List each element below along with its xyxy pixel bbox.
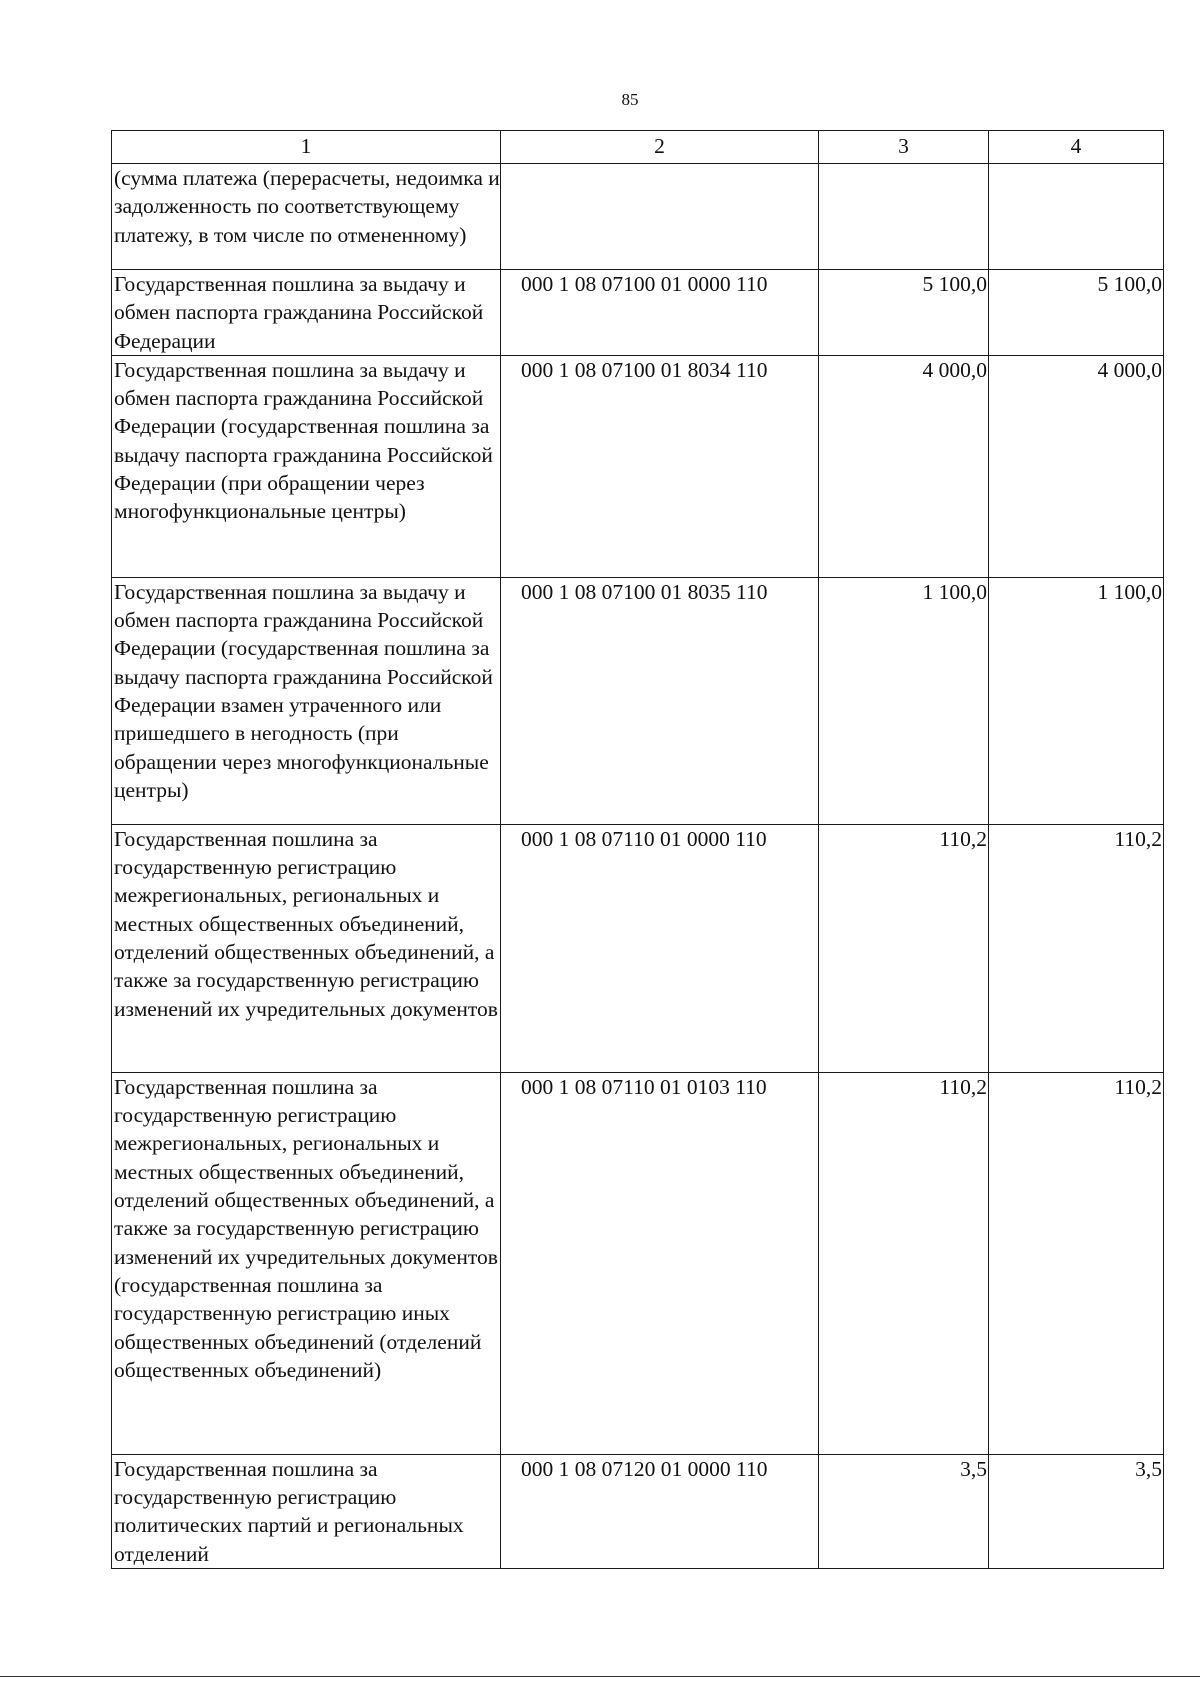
row-value-col4: 4 000,0 (989, 355, 1164, 577)
row-name: Государственная пошлина за государственную регистрацию межрегиональных, региональных и местных общественных объединений, отделений общественных объединений, а также за государственную регистрацию изменений их учредительных документов (государственная пошлина за государственную регистрацию иных общественных объединений (отделений общественных объединений) (112, 1072, 501, 1454)
header-col-2: 2 (501, 131, 819, 164)
row-value-col4: 110,2 (989, 824, 1164, 1072)
row-code (501, 164, 819, 270)
header-col-1: 1 (112, 131, 501, 164)
row-name: Государственная пошлина за выдачу и обмен паспорта гражданина Российской Федерации (государственная пошлина за выдачу паспорта гражданина Российской Федерации (при обращении через многофункциональные центры) (112, 355, 501, 577)
header-col-3: 3 (819, 131, 989, 164)
page-number: 85 (621, 90, 639, 109)
row-code: 000 1 08 07110 01 0000 110 (501, 824, 819, 1072)
row-name: (сумма платежа (перерасчеты, недоимка и задолженность по соответствующему платежу, в том числе по отмененному) (112, 164, 501, 270)
row-name: Государственная пошлина за выдачу и обмен паспорта гражданина Российской Федерации (112, 270, 501, 356)
row-value-col4 (989, 164, 1164, 270)
row-code: 000 1 08 07100 01 8034 110 (501, 355, 819, 577)
row-code: 000 1 08 07110 01 0103 110 (501, 1072, 819, 1454)
table-row (112, 270, 1164, 356)
row-value-col3: 3,5 (819, 1454, 989, 1568)
table-row (112, 355, 1164, 577)
header-col-4: 4 (989, 131, 1164, 164)
row-name: Государственная пошлина за выдачу и обмен паспорта гражданина Российской Федерации (государственная пошлина за выдачу паспорта гражданина Российской Федерации взамен утраченного или пришедшего в негодность (при обращении через многофункциональные центры) (112, 577, 501, 824)
table-row (112, 1072, 1164, 1454)
row-code: 000 1 08 07120 01 0000 110 (501, 1454, 819, 1568)
table-row (112, 824, 1164, 1072)
table-row (112, 1454, 1164, 1568)
footer-divider (0, 1676, 1200, 1677)
header-row (112, 131, 1164, 164)
row-value-col3: 110,2 (819, 824, 989, 1072)
row-value-col3: 110,2 (819, 1072, 989, 1454)
row-value-col4: 3,5 (989, 1454, 1164, 1568)
row-code: 000 1 08 07100 01 8035 110 (501, 577, 819, 824)
row-value-col4: 1 100,0 (989, 577, 1164, 824)
row-value-col3: 4 000,0 (819, 355, 989, 577)
table-row (112, 577, 1164, 824)
row-value-col4: 110,2 (989, 1072, 1164, 1454)
row-value-col3: 5 100,0 (819, 270, 989, 356)
row-name: Государственная пошлина за государственную регистрацию межрегиональных, региональных и местных общественных объединений, отделений общественных объединений, а также за государственную регистрацию изменений их учредительных документов (112, 824, 501, 1072)
table-row (112, 164, 1164, 270)
row-value-col3: 1 100,0 (819, 577, 989, 824)
row-name: Государственная пошлина за государственную регистрацию политических партий и региональных отделений (112, 1454, 501, 1568)
row-value-col3 (819, 164, 989, 270)
row-code: 000 1 08 07100 01 0000 110 (501, 270, 819, 356)
row-value-col4: 5 100,0 (989, 270, 1164, 356)
budget-table (111, 130, 1164, 1569)
